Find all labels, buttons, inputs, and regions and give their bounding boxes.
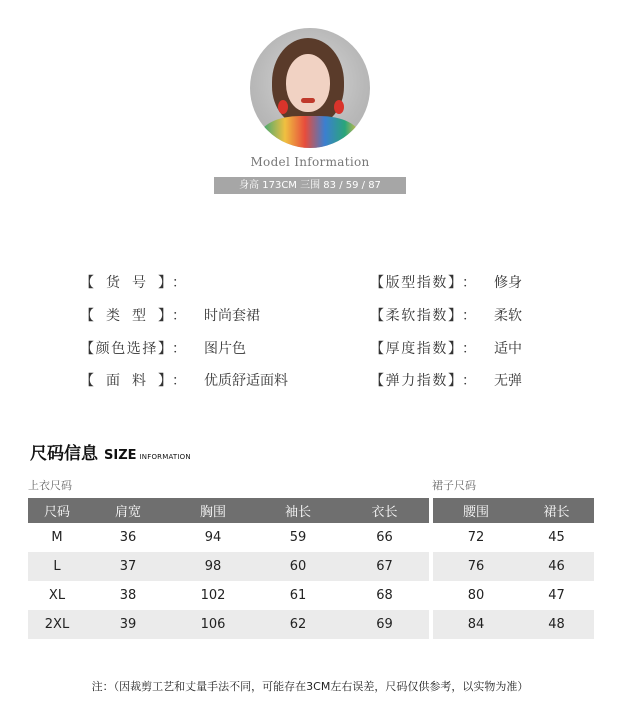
table-header-cell: 腰围 <box>433 498 519 523</box>
table-cell: 2XL <box>28 610 86 639</box>
size-section-title <box>30 439 191 464</box>
info-value: 无弹 <box>494 373 522 389</box>
table-cell: 61 <box>289 588 307 603</box>
info-label: 【货号】 <box>80 275 172 291</box>
top-size-table <box>28 498 429 639</box>
size-title-sub: INFORMATION <box>139 453 191 461</box>
table-cell: 45 <box>548 530 565 545</box>
info-item-elasticity: 【弹力指数】： 无弹 <box>370 370 522 390</box>
table-row <box>433 581 594 610</box>
info-value: 图片色 <box>204 341 246 357</box>
table-row <box>433 523 594 552</box>
info-label: 【版型指数】 <box>370 275 462 291</box>
table-cell: 38 <box>119 588 137 603</box>
table-cell: 67 <box>340 552 429 581</box>
table-header-cell: 尺码 <box>28 498 86 523</box>
table-row <box>28 523 429 552</box>
table-cell: 66 <box>376 530 393 545</box>
info-item-color: 【颜色选择】： 图片色 <box>80 338 246 358</box>
info-label: 【弹力指数】 <box>370 373 462 389</box>
table-cell: 46 <box>519 552 594 581</box>
table-header-cell: 衣长 <box>340 498 429 523</box>
table-row <box>28 610 429 639</box>
model-stats-bar: 身高 173CM 三围 83 / 59 / 87 <box>214 177 406 194</box>
size-title-cn: 尺码信息 <box>30 444 98 464</box>
info-item-softness: 【柔软指数】： 柔软 <box>370 305 522 325</box>
table-cell: 76 <box>433 552 519 581</box>
info-value: 修身 <box>494 275 522 291</box>
table-row <box>28 581 429 610</box>
table-cell: 80 <box>467 588 485 603</box>
table-cell: 102 <box>200 588 226 603</box>
table-cell: 94 <box>204 530 222 545</box>
table-cell: 72 <box>467 530 485 545</box>
table-cell: XL <box>48 588 66 603</box>
info-label: 【柔软指数】 <box>370 308 462 324</box>
skirt-table-caption: 裙子尺码 <box>432 479 476 492</box>
info-item-thickness: 【厚度指数】： 适中 <box>370 338 522 358</box>
info-value: 适中 <box>494 341 522 357</box>
table-row <box>28 552 429 581</box>
table-row <box>433 552 594 581</box>
info-value: 时尚套裙 <box>204 308 260 324</box>
size-title-en: SIZE <box>104 448 137 463</box>
size-note: 注：（因裁剪工艺和丈量手法不同，可能存在3CM左右误差，尺码仅供参考，以实物为准） <box>91 680 529 693</box>
info-item-type: 【类型】： 时尚套裙 <box>80 305 260 325</box>
table-cell: 47 <box>548 588 565 603</box>
table-header-cell: 裙长 <box>519 498 594 523</box>
info-label: 【面料】 <box>80 373 172 389</box>
info-label: 【类型】 <box>80 308 172 324</box>
table-cell: 36 <box>119 530 137 545</box>
table-cell: 62 <box>256 610 340 639</box>
info-label: 【颜色选择】 <box>80 341 172 357</box>
model-avatar <box>250 28 370 148</box>
table-header-cell: 肩宽 <box>86 498 170 523</box>
table-cell: 69 <box>340 610 429 639</box>
table-header-row <box>433 498 594 523</box>
top-table-caption: 上衣尺码 <box>28 479 72 492</box>
table-cell: 37 <box>86 552 170 581</box>
info-item-fabric: 【面料】： 优质舒适面料 <box>80 370 288 390</box>
table-row <box>433 610 594 639</box>
table-cell: 106 <box>170 610 256 639</box>
table-cell: 48 <box>519 610 594 639</box>
info-item-fit: 【版型指数】： 修身 <box>370 272 522 292</box>
info-value: 优质舒适面料 <box>204 373 288 389</box>
table-cell: 68 <box>376 588 393 603</box>
table-cell: 59 <box>289 530 307 545</box>
table-cell: L <box>28 552 86 581</box>
skirt-size-table <box>433 498 594 639</box>
model-info-title: Model Information <box>250 155 370 169</box>
table-cell: M <box>51 530 63 545</box>
table-cell: 84 <box>433 610 519 639</box>
info-label: 【厚度指数】 <box>370 341 462 357</box>
info-value: 柔软 <box>494 308 522 324</box>
table-cell: 60 <box>256 552 340 581</box>
table-header-row <box>28 498 429 523</box>
info-item-sku: 【货号】： <box>80 272 204 292</box>
table-header-cell: 胸围 <box>170 498 256 523</box>
table-header-cell: 袖长 <box>256 498 340 523</box>
table-cell: 98 <box>170 552 256 581</box>
table-cell: 39 <box>86 610 170 639</box>
